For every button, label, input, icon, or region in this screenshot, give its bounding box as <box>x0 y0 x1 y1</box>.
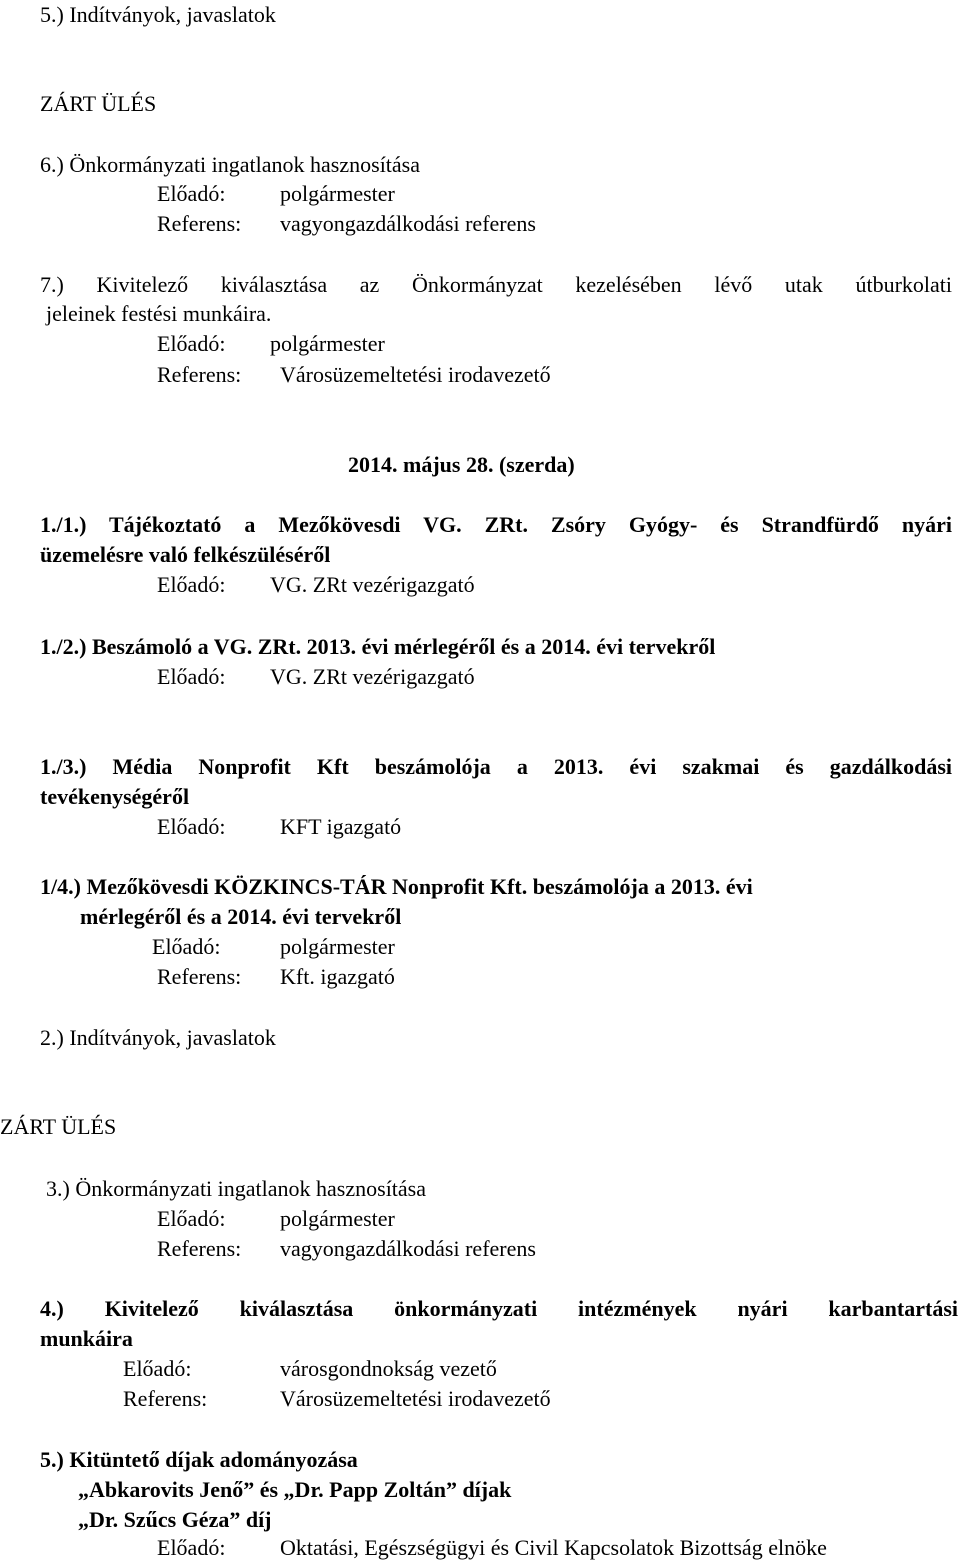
presenter-value: polgármester <box>270 331 385 356</box>
closed-session-heading: ZÁRT ÜLÉS <box>40 91 157 116</box>
agenda-item-7-title-line1: 7.) Kivitelező kiválasztása az Önkormányzat kezelésében lévő utak útburkolati <box>40 272 952 297</box>
agenda-item-5-title: 5.) Indítványok, javaslatok <box>40 2 276 27</box>
agenda-item-4-title-line2: munkáira <box>40 1326 133 1351</box>
agenda-item-1-2-title: 1./2.) Beszámoló a VG. ZRt. 2013. évi mérlegéről és a 2014. évi tervekről <box>40 634 716 659</box>
agenda-item-7-title-line2: jeleinek festési munkáira. <box>46 301 272 326</box>
referent-label: Referens: <box>157 1236 242 1261</box>
agenda-item-1-1-title-line1: 1./1.) Tájékoztató a Mezőkövesdi VG. ZRt. Zsóry Gyógy- és Strandfürdő nyári <box>40 512 952 537</box>
agenda-item-2-title: 2.) Indítványok, javaslatok <box>40 1025 276 1050</box>
agenda-item-1-4-title-line2: mérlegéről és a 2014. évi tervekről <box>80 904 402 929</box>
presenter-label: Előadó: <box>157 331 226 356</box>
award-names-line: „Abkarovits Jenő” és „Dr. Papp Zoltán” díjak <box>78 1477 512 1502</box>
referent-value: Kft. igazgató <box>280 964 395 989</box>
referent-label: Referens: <box>123 1386 208 1411</box>
agenda-item-4-title-line1: 4.) Kivitelező kiválasztása önkormányzati intézmények nyári karbantartási <box>40 1296 958 1321</box>
presenter-value: VG. ZRt vezérigazgató <box>270 664 475 689</box>
agenda-item-1-4-title-line1: 1/4.) Mezőkövesdi KÖZKINCS-TÁR Nonprofit Kft. beszámolója a 2013. évi <box>40 874 753 899</box>
referent-value: vagyongazdálkodási referens <box>280 1236 536 1261</box>
presenter-value: polgármester <box>280 1206 395 1231</box>
presenter-value: VG. ZRt vezérigazgató <box>270 572 475 597</box>
agenda-item-6-title: 6.) Önkormányzati ingatlanok hasznosítása <box>40 152 421 177</box>
closed-session-heading: ZÁRT ÜLÉS <box>0 1114 117 1139</box>
agenda-item-1-3-title-line1: 1./3.) Média Nonprofit Kft beszámolója a 2013. évi szakmai és gazdálkodási <box>40 754 952 779</box>
referent-label: Referens: <box>157 964 242 989</box>
meeting-date: 2014. május 28. (szerda) <box>348 452 575 477</box>
presenter-label: Előadó: <box>157 814 226 839</box>
presenter-label: Előadó: <box>157 181 226 206</box>
presenter-value: városgondnokság vezető <box>280 1356 497 1381</box>
presenter-value: Oktatási, Egészségügyi és Civil Kapcsolatok Bizottság elnöke <box>280 1535 827 1560</box>
referent-value: vagyongazdálkodási referens <box>280 211 536 236</box>
presenter-label: Előadó: <box>157 1206 226 1231</box>
presenter-value: KFT igazgató <box>280 814 402 839</box>
referent-label: Referens: <box>157 211 242 236</box>
agenda-item-1-1-title-line2: üzemelésre való felkészüléséről <box>40 542 331 567</box>
agenda-item-5-title: 5.) Kitüntető díjak adományozása <box>40 1447 358 1472</box>
referent-value: Városüzemeltetési irodavezető <box>280 362 551 387</box>
presenter-label: Előadó: <box>157 1535 226 1560</box>
award-name-line: „Dr. Szűcs Géza” díj <box>78 1507 272 1532</box>
presenter-value: polgármester <box>280 934 395 959</box>
referent-label: Referens: <box>157 362 242 387</box>
presenter-label: Előadó: <box>152 934 221 959</box>
presenter-label: Előadó: <box>157 572 226 597</box>
referent-value: Városüzemeltetési irodavezető <box>280 1386 551 1411</box>
presenter-label: Előadó: <box>123 1356 192 1381</box>
agenda-item-3-title: 3.) Önkormányzati ingatlanok hasznosítása <box>46 1176 427 1201</box>
presenter-value: polgármester <box>280 181 395 206</box>
presenter-label: Előadó: <box>157 664 226 689</box>
agenda-item-1-3-title-line2: tevékenységéről <box>40 784 190 809</box>
